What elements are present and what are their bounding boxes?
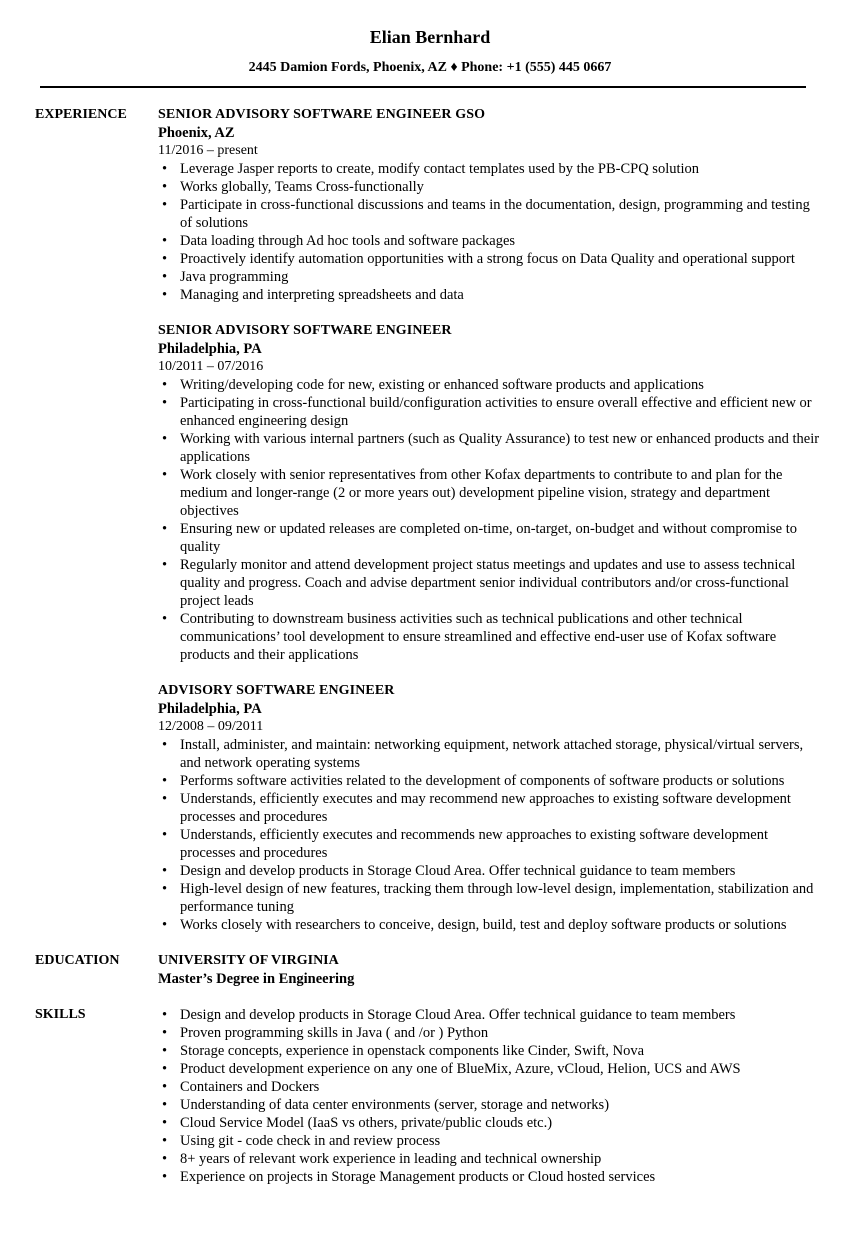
section-label-skills: SKILLS <box>35 1007 86 1022</box>
experience-section <box>35 106 820 934</box>
bullet-item: • Writing/developing code for new, existing or enhanced software products and applications <box>158 376 820 394</box>
degree: Master’s Degree in Engineering <box>158 971 355 987</box>
bullet-item: • Regularly monitor and attend development project status meetings and updates and use to assess technical quality and progress. Coach and advise department senior individual contributors and/or cross-functional project leads <box>158 556 820 610</box>
education-body <box>157 952 820 988</box>
bullet-item: • Contributing to downstream business activities such as technical publications and other technical communications’ tool development to ensure streamlined and effective end-user use of Kofax software products and their applications <box>158 610 820 664</box>
job-bullets <box>158 736 820 934</box>
bullet-item: • Data loading through Ad hoc tools and software packages <box>158 232 820 250</box>
job-bullets <box>158 376 820 664</box>
job-location: Philadelphia, PA <box>158 341 262 357</box>
bullet-item: • Managing and interpreting spreadsheets and data <box>158 286 820 304</box>
job-location: Phoenix, AZ <box>158 125 235 141</box>
job-title: ADVISORY SOFTWARE ENGINEER <box>158 683 395 698</box>
skill-item: • 8+ years of relevant work experience in leading and technical ownership <box>158 1150 820 1168</box>
skill-item: • Using git - code check in and review process <box>158 1132 820 1150</box>
bullet-item: • Ensuring new or updated releases are completed on-time, on-target, on-budget and without compromise to quality <box>158 520 820 556</box>
skill-item: • Proven programming skills in Java ( and /or ) Python <box>158 1024 820 1042</box>
bullet-item: • Working with various internal partners (such as Quality Assurance) to test new or enhanced products and their applications <box>158 430 820 466</box>
skill-item: • Experience on projects in Storage Management products or Cloud hosted services <box>158 1168 820 1186</box>
skills-section <box>35 1006 820 1186</box>
bullet-item: • Participate in cross-functional discussions and teams in the documentation, design, programming and testing of solutions <box>158 196 820 232</box>
skill-item: • Cloud Service Model (IaaS vs others, private/public clouds etc.) <box>158 1114 820 1132</box>
job-dates: 11/2016 – present <box>158 143 258 158</box>
job-bullets <box>158 160 820 304</box>
candidate-name: Elian Bernhard <box>369 27 491 47</box>
bullet-item: • Leverage Jasper reports to create, modify contact templates used by the PB-CPQ solution <box>158 160 820 178</box>
bullet-item: • Java programming <box>158 268 820 286</box>
bullet-item: • Participating in cross-functional build/configuration activities to ensure overall effective and efficient new or enhanced engineering design <box>158 394 820 430</box>
skill-item: • Product development experience on any one of BlueMix, Azure, vCloud, Helion, UCS and AWS <box>158 1060 820 1078</box>
section-label-experience: EXPERIENCE <box>35 107 127 122</box>
bullet-item: • Works globally, Teams Cross-functionally <box>158 178 820 196</box>
bullet-item: • Understands, efficiently executes and recommends new approaches to existing software development processes and procedures <box>158 826 820 862</box>
job-location: Philadelphia, PA <box>158 701 262 717</box>
job-title: SENIOR ADVISORY SOFTWARE ENGINEER GSO <box>158 107 486 122</box>
bullet-item: • Understands, efficiently executes and may recommend new approaches to existing software development processes and procedures <box>158 790 820 826</box>
skill-item: • Containers and Dockers <box>158 1078 820 1096</box>
bullet-item: • Proactively identify automation opportunities with a strong focus on Data Quality and operational support <box>158 250 820 268</box>
job-entry <box>158 322 820 664</box>
job-entry <box>158 682 820 934</box>
job-title: SENIOR ADVISORY SOFTWARE ENGINEER <box>158 323 452 338</box>
skill-item: • Storage concepts, experience in openstack components like Cinder, Swift, Nova <box>158 1042 820 1060</box>
skill-item: • Understanding of data center environments (server, storage and networks) <box>158 1096 820 1114</box>
skills-list <box>158 1006 820 1186</box>
resume-header <box>40 0 820 77</box>
skill-item: • Design and develop products in Storage Cloud Area. Offer technical guidance to team members <box>158 1006 820 1024</box>
section-label-education: EDUCATION <box>35 953 120 968</box>
job-dates: 12/2008 – 09/2011 <box>158 719 264 734</box>
bullet-item: • Performs software activities related to the development of components of software products or solutions <box>158 772 820 790</box>
job-entry <box>158 106 820 304</box>
contact-line: 2445 Damion Fords, Phoenix, AZ ♦ Phone: +1 (555) 445 0667 <box>248 60 612 75</box>
education-section <box>35 952 820 988</box>
skills-body <box>157 1006 820 1186</box>
bullet-item: • Design and develop products in Storage Cloud Area. Offer technical guidance to team members <box>158 862 820 880</box>
job-dates: 10/2011 – 07/2016 <box>158 359 264 374</box>
bullet-item: • Work closely with senior representatives from other Kofax departments to contribute to and plan for the medium and longer-range (2 or more years out) development pipeline vision, strategy and department objectives <box>158 466 820 520</box>
header-divider <box>40 86 806 88</box>
bullet-item: • Install, administer, and maintain: networking equipment, network attached storage, physical/virtual servers, and network operating systems <box>158 736 820 772</box>
experience-list <box>157 106 820 934</box>
school-name: UNIVERSITY OF VIRGINIA <box>158 953 339 968</box>
bullet-item: • High-level design of new features, tracking them through low-level design, implementation, stabilization and performance tuning <box>158 880 820 916</box>
bullet-item: • Works closely with researchers to conceive, design, build, test and deploy software products or solutions <box>158 916 820 934</box>
